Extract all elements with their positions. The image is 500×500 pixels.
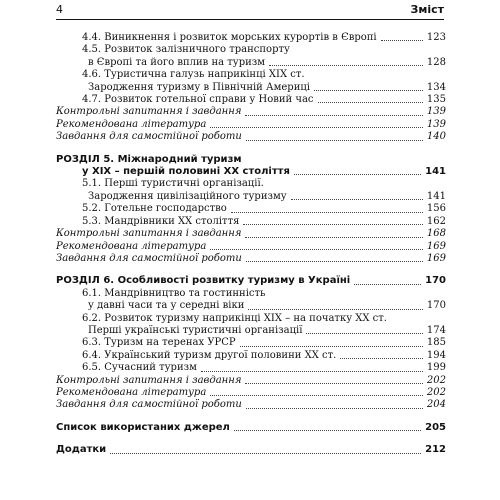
toc-entry-page: 162 bbox=[426, 215, 446, 227]
toc-entry-title: 6.5. Сучасний туризм bbox=[82, 362, 197, 374]
toc-entry bbox=[56, 300, 446, 312]
toc-section bbox=[56, 166, 446, 178]
dot-leader bbox=[306, 333, 422, 334]
toc-entry bbox=[56, 82, 446, 94]
toc-section-page: 170 bbox=[425, 275, 446, 287]
toc-entry-page: 141 bbox=[426, 190, 446, 202]
toc-entry-title: Зародження туризму в Північній Америці bbox=[88, 81, 310, 93]
toc-entry-title: Рекомендована література bbox=[56, 118, 207, 130]
toc-entry-title: в Європі та його вплив на туризм bbox=[88, 56, 265, 68]
toc-section-page: 141 bbox=[425, 166, 446, 178]
toc-entry-title: 6.4. Український туризм другої половини ХХ ст. bbox=[82, 349, 337, 361]
table-of-contents bbox=[56, 32, 446, 457]
toc-entry-title: 4.4. Виникнення і розвиток морських курортів в Європі bbox=[82, 32, 377, 43]
dot-leader bbox=[201, 371, 423, 372]
toc-entry-title: Завдання для самостійної роботи bbox=[56, 252, 242, 264]
dot-leader bbox=[294, 174, 421, 175]
running-head: Зміст bbox=[410, 3, 444, 16]
toc-entry-title: Рекомендована література bbox=[56, 240, 207, 252]
toc-entry-title: Завдання для самостійної роботи bbox=[56, 131, 242, 143]
toc-entry bbox=[56, 241, 446, 253]
dot-leader bbox=[354, 284, 421, 285]
toc-entry-title: Контрольні запитання і завдання bbox=[56, 228, 242, 240]
toc-entry-page: 204 bbox=[426, 399, 446, 411]
toc-entry-title: Перші українські туристичні організації bbox=[88, 324, 303, 336]
toc-entry-title: у давні часи та у середні віки bbox=[88, 300, 245, 312]
toc-entry bbox=[56, 399, 446, 411]
dot-leader bbox=[110, 453, 421, 454]
toc-entry-page: 156 bbox=[426, 203, 446, 215]
toc-entry-page: 135 bbox=[426, 94, 446, 106]
toc-entry-page: 174 bbox=[426, 324, 446, 336]
toc-section-line: РОЗДІЛ 5. Міжнародний туризм bbox=[56, 153, 242, 165]
dot-leader bbox=[234, 430, 421, 431]
toc-entry-page: 168 bbox=[426, 228, 446, 240]
toc-entry bbox=[56, 228, 446, 240]
toc-entry bbox=[56, 253, 446, 265]
dot-leader bbox=[246, 140, 423, 141]
toc-section-page: 205 bbox=[425, 421, 446, 433]
toc-entry bbox=[56, 32, 446, 44]
dot-leader bbox=[246, 261, 423, 262]
toc-entry bbox=[56, 362, 446, 374]
toc-entry-page: 194 bbox=[426, 349, 446, 361]
toc-entry bbox=[56, 387, 446, 399]
toc-entry bbox=[56, 119, 446, 131]
dot-leader bbox=[210, 395, 423, 396]
toc-entry-line: 4.5. Розвиток залізничного транспорту bbox=[82, 44, 290, 56]
dot-leader bbox=[210, 127, 423, 128]
toc-entry-line: 5.1. Перші туристичні організації. bbox=[82, 178, 264, 190]
dot-leader bbox=[246, 408, 423, 409]
toc-entry-title: 5.3. Мандрівники ХХ століття bbox=[82, 215, 240, 227]
dot-leader bbox=[240, 346, 423, 347]
toc-entry-title: Контрольні запитання і завдання bbox=[56, 106, 242, 118]
dot-leader bbox=[269, 65, 423, 66]
toc-entry bbox=[56, 337, 446, 349]
toc-entry-line: 6.2. Розвиток туризму наприкінці ХІХ – на початку ХХ ст. bbox=[82, 312, 387, 324]
toc-entry bbox=[56, 191, 446, 203]
toc-entry bbox=[56, 216, 446, 228]
toc-entry bbox=[56, 106, 446, 118]
dot-leader bbox=[248, 309, 423, 310]
page-number: 4 bbox=[56, 3, 63, 16]
dot-leader bbox=[245, 383, 422, 384]
toc-entry-page: 202 bbox=[426, 386, 446, 398]
toc-section-title: Список використаних джерел bbox=[56, 421, 230, 433]
toc-entry bbox=[56, 325, 446, 337]
toc-entry-line: 4.6. Туристична галузь наприкінці ХІХ ст. bbox=[82, 69, 305, 81]
dot-leader bbox=[381, 40, 423, 41]
toc-entry-title: Зародження цивілізаційного туризму bbox=[88, 190, 287, 202]
toc-entry-page: 169 bbox=[426, 240, 446, 252]
toc-section-title: у XIX – першій половині XX століття bbox=[82, 166, 290, 178]
toc-entry-page: 170 bbox=[426, 300, 446, 312]
toc-entry-page: 139 bbox=[426, 106, 446, 118]
dot-leader bbox=[291, 199, 423, 200]
page-header bbox=[56, 3, 444, 20]
toc-entry-title: Завдання для самостійної роботи bbox=[56, 399, 242, 411]
toc-entry bbox=[56, 350, 446, 362]
dot-leader bbox=[210, 249, 423, 250]
toc-entry-page: 140 bbox=[426, 131, 446, 143]
toc-entry bbox=[56, 94, 446, 106]
dot-leader bbox=[231, 212, 423, 213]
toc-entry bbox=[56, 57, 446, 69]
toc-section bbox=[56, 444, 446, 456]
toc-section-title: Додатки bbox=[56, 444, 107, 456]
toc-entry-page: 169 bbox=[426, 252, 446, 264]
dot-leader bbox=[340, 358, 423, 359]
toc-section-title: РОЗДІЛ 6. Особливості розвитку туризму в Україні bbox=[56, 275, 351, 287]
toc-entry bbox=[56, 131, 446, 143]
toc-entry bbox=[56, 203, 446, 215]
toc-section-page: 212 bbox=[425, 444, 446, 456]
toc-entry-page: 185 bbox=[426, 337, 446, 349]
dot-leader bbox=[318, 102, 423, 103]
dot-leader bbox=[243, 224, 422, 225]
dot-leader bbox=[245, 115, 422, 116]
toc-entry-page: 199 bbox=[426, 362, 446, 374]
toc-entry-page: 134 bbox=[426, 81, 446, 93]
toc-entry-title: 6.3. Туризм на теренах УРСР bbox=[82, 337, 236, 349]
dot-leader bbox=[245, 237, 422, 238]
toc-section bbox=[56, 422, 446, 434]
toc-entry bbox=[56, 375, 446, 387]
toc-entry-page: 202 bbox=[426, 374, 446, 386]
toc-entry-line: 6.1. Мандрівництво та гостинність bbox=[82, 287, 266, 299]
toc-entry-page: 128 bbox=[426, 56, 446, 68]
toc-section bbox=[56, 275, 446, 287]
dot-leader bbox=[314, 90, 423, 91]
toc-entry-title: Рекомендована література bbox=[56, 386, 207, 398]
toc-entry-title: 5.2. Готельне господарство bbox=[82, 203, 227, 215]
toc-entry-page: 139 bbox=[426, 118, 446, 130]
toc-entry-title: 4.7. Розвиток готельної справи у Новий час bbox=[82, 94, 314, 106]
toc-entry-page: 123 bbox=[426, 32, 446, 43]
toc-entry-title: Контрольні запитання і завдання bbox=[56, 374, 242, 386]
